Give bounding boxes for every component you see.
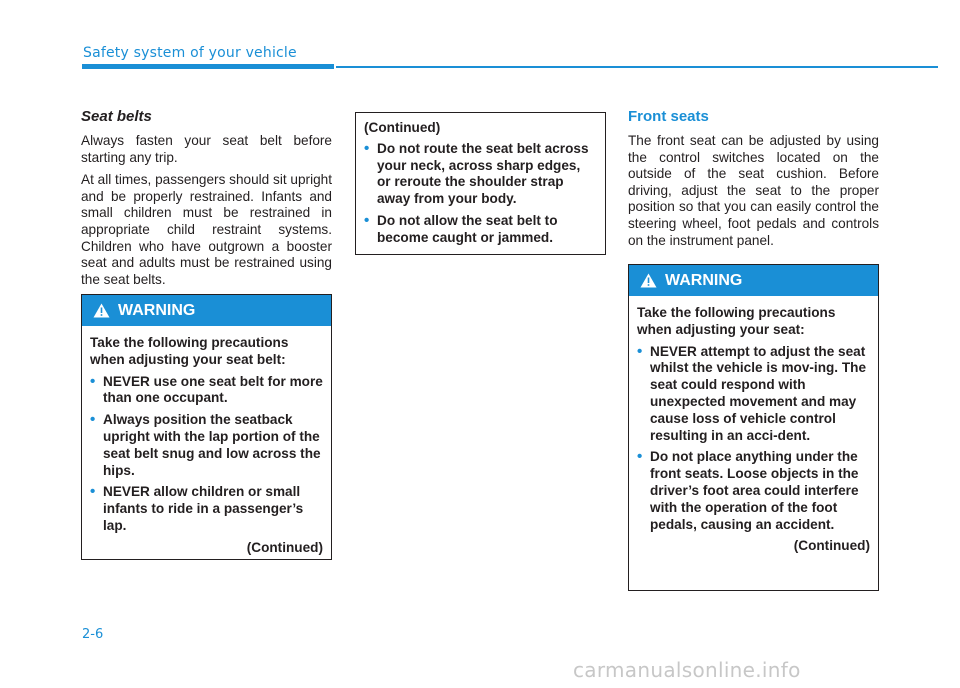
seat-belts-section (81, 108, 332, 294)
warning-intro: Take the following precautions when adjusting your seat belt: (90, 335, 289, 367)
continued-bullet-list (364, 141, 597, 247)
list-item: • NEVER allow children or small infants to ride in a passenger’s lap. (90, 484, 323, 534)
warning-body (629, 296, 878, 564)
warning-label: WARNING (665, 271, 743, 289)
front-seats-paragraph: The front seat can be adjusted by using the control switches located on the outside of the seat cushion. Before driving, adjust the seat to the proper position so that you can easily control the steering wheel, foot pedals and controls on the instrument panel. (628, 133, 879, 248)
list-item: • Always position the seatback upright with the lap portion of the seat belt snug and low across the hips. (90, 412, 323, 479)
warning-bullet-list (90, 374, 323, 535)
continued-label: (Continued) (246, 539, 323, 555)
warning-triangle-icon (640, 273, 657, 288)
continued-label: (Continued) (793, 538, 870, 554)
list-item: • Do not allow the seat belt to become caught or jammed. (364, 213, 597, 247)
warning-body (82, 326, 331, 566)
seat-warning-box (628, 264, 879, 591)
list-item: • Do not route the seat belt across your neck, across sharp edges, or reroute the shoulder strap away from your body. (364, 141, 597, 208)
continued-warning-box (355, 112, 606, 255)
warning-triangle-icon (93, 303, 110, 318)
watermark: carmanualsonline.info (573, 658, 801, 682)
seat-belts-paragraph-1: Always fasten your seat belt before starting any trip. (81, 133, 332, 165)
continued-heading: (Continued) (364, 120, 441, 135)
list-item: • Do not place anything under the front seats. Loose objects in the driver’s foot area could interfere with the operation of the foot pedals, causing an accident. (637, 449, 870, 533)
header-rule-thick (82, 64, 334, 69)
seat-belt-warning-box (81, 294, 332, 560)
front-seats-heading: Front seats (628, 108, 709, 125)
warning-bullet-list (637, 344, 870, 534)
list-item: • NEVER attempt to adjust the seat whilst the vehicle is mov-ing. The seat could respond with unexpected movement and may cause loss of vehicle control resulting in an acci-dent. (637, 344, 870, 445)
warning-header (82, 295, 331, 326)
list-item: • NEVER use one seat belt for more than one occupant. (90, 374, 323, 408)
seat-belts-paragraph-2: At all times, passengers should sit upright and be properly restrained. Infants and small children must be restrained in appropriate child restraint systems. Children who have outgrown a booster seat and adults must be restrained using the seat belts. (81, 172, 332, 287)
header-rule-thin (336, 66, 938, 68)
warning-intro: Take the following precautions when adjusting your seat: (637, 305, 836, 337)
warning-header (629, 265, 878, 296)
page-number: 2-6 (82, 627, 104, 642)
warning-label: WARNING (118, 301, 196, 319)
seat-belts-heading: Seat belts (81, 108, 152, 125)
front-seats-section (628, 108, 879, 255)
section-title: Safety system of your vehicle (83, 45, 297, 61)
